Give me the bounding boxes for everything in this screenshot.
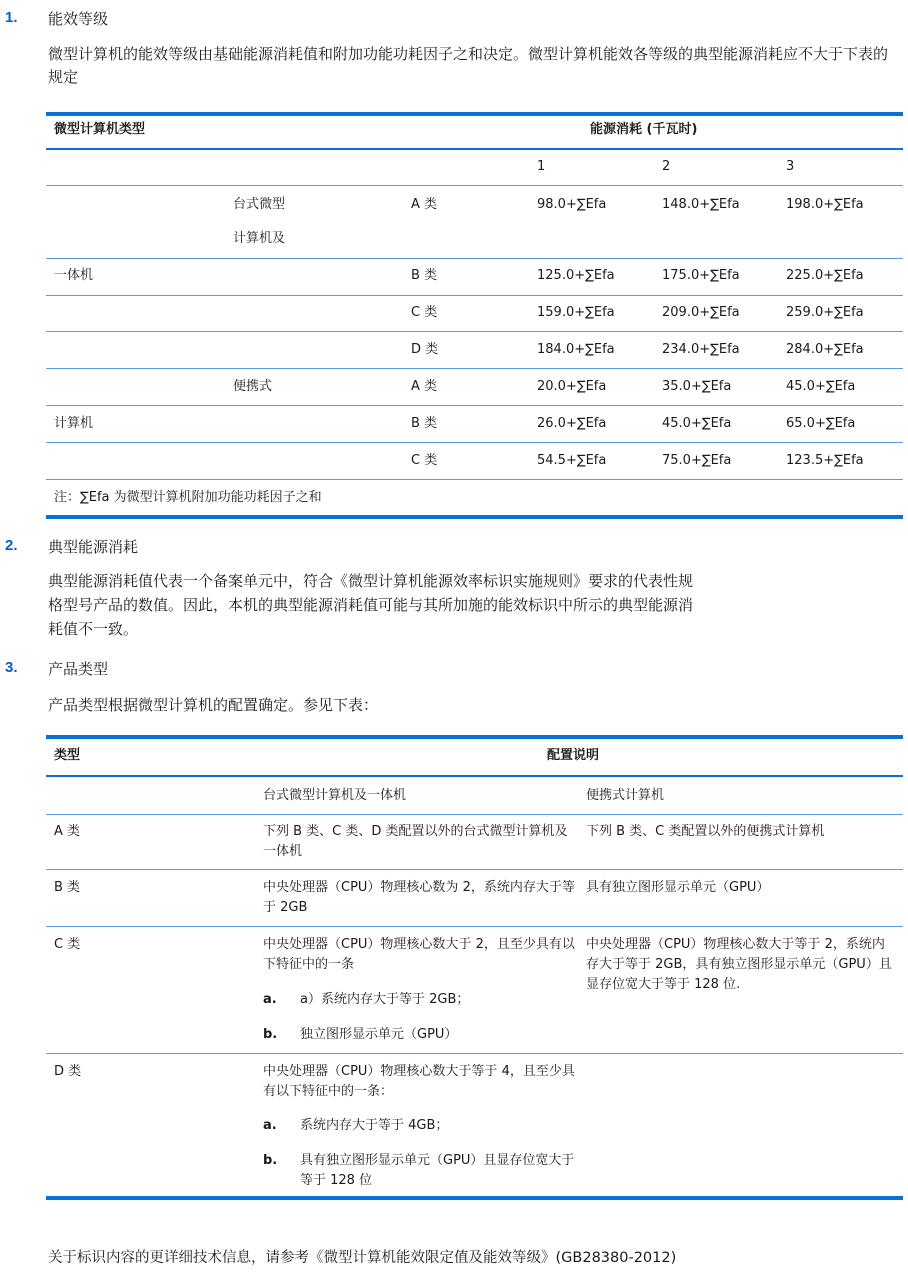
row-value-grade1: 159.0+∑Efa [537,305,615,320]
section-2-line-1: 典型能源消耗值代表一个备案单元中，符合《微型计算机能源效率标识实施规则》要求的代表性规 [48,572,694,590]
type-d-item-a-marker: a. [263,1118,277,1133]
desktop-label-line3: 一体机 [54,268,94,283]
row-value-grade1: 26.0+∑Efa [537,416,607,431]
table1-header-type: 微型计算机类型 [54,122,146,137]
row-class: A 类 [411,379,438,394]
table1-top-rule [46,112,903,116]
section-3-number: 3. [5,659,18,676]
section-1-paragraph: 微型计算机的能效等级由基础能源消耗值和附加功能功耗因子之和决定。微型计算机能效各等级的典型能源消耗应不大于下表的规定 [48,45,889,86]
row-value-grade2: 234.0+∑Efa [662,342,740,357]
table1-header-rule [46,148,903,150]
row-value-grade2: 35.0+∑Efa [662,379,732,394]
type-c-portable-config: 中央处理器（CPU）物理核心数大于等于 2，系统内存大于等于 2GB，具有独立图形显示单元（GPU）且显存位宽大于等于 128 位. [586,937,892,992]
row-class: C 类 [411,453,438,468]
row-value-grade1: 98.0+∑Efa [537,197,607,212]
type-b-label: B 类 [54,880,81,895]
section-1-number: 1. [5,9,18,26]
row-value-grade2: 175.0+∑Efa [662,268,740,283]
subheader-desktop: 台式微型计算机及一体机 [263,788,407,803]
type-d-item-b-marker: b. [263,1153,278,1168]
row-value-grade3: 259.0+∑Efa [786,305,864,320]
table1-row-rule [46,331,903,332]
footer-reference: 关于标识内容的更详细技术信息，请参考《微型计算机能效限定值及能效等级》(GB28380-2012) [48,1250,677,1266]
section-1-title: 能效等级 [48,10,109,28]
grade-2-label: 2 [662,159,671,174]
section-3-title: 产品类型 [48,660,109,678]
row-value-grade1: 20.0+∑Efa [537,379,607,394]
row-value-grade3: 225.0+∑Efa [786,268,864,283]
row-class: D 类 [411,342,439,357]
table1-row-rule [46,295,903,296]
table1-bottom-rule [46,515,903,519]
desktop-label-line2: 计算机及 [233,231,286,246]
table2-row-rule [46,926,903,927]
section-2-number: 2. [5,537,18,554]
type-d-item-b: 具有独立图形显示单元（GPU）且显存位宽大于等于 128 位 [300,1153,575,1188]
grade-1-label: 1 [537,159,546,174]
table2-row-rule [46,1053,903,1054]
row-value-grade2: 75.0+∑Efa [662,453,732,468]
row-value-grade1: 125.0+∑Efa [537,268,615,283]
type-a-desktop-config: 下列 B 类、C 类、D 类配置以外的台式微型计算机及一体机 [263,824,568,859]
table2-row-rule [46,814,903,815]
desktop-label-line1: 台式微型 [233,197,286,212]
row-value-grade3: 284.0+∑Efa [786,342,864,357]
table1-row-rule [46,405,903,406]
table2-header-type: 类型 [54,748,81,763]
section-2-title: 典型能源消耗 [48,538,139,556]
type-c-label: C 类 [54,937,81,952]
row-class: A 类 [411,197,438,212]
subheader-portable: 便携式计算机 [586,788,665,803]
table1-row-rule [46,479,903,480]
type-b-desktop-config: 中央处理器（CPU）物理核心数为 2，系统内存大于等于 2GB [263,880,575,915]
table1-note: 注：∑Efa 为微型计算机附加功能功耗因子之和 [54,490,322,505]
row-class: B 类 [411,416,438,431]
type-d-label: D 类 [54,1064,82,1079]
table2-top-rule [46,735,903,739]
row-value-grade3: 45.0+∑Efa [786,379,856,394]
row-value-grade1: 54.5+∑Efa [537,453,607,468]
row-value-grade3: 65.0+∑Efa [786,416,856,431]
row-value-grade2: 148.0+∑Efa [662,197,740,212]
type-d-desktop-config: 中央处理器（CPU）物理核心数大于等于 4，且至少具有以下特征中的一条： [263,1064,575,1099]
type-c-item-b-marker: b. [263,1027,278,1042]
section-2-line-2: 格型号产品的数值。因此，本机的典型能源消耗值可能与其所加施的能效标识中所示的典型能源消 [48,596,694,614]
row-class: B 类 [411,268,438,283]
row-value-grade2: 45.0+∑Efa [662,416,732,431]
table1-row-rule [46,442,903,443]
type-a-label: A 类 [54,824,81,839]
row-value-grade1: 184.0+∑Efa [537,342,615,357]
row-value-grade2: 209.0+∑Efa [662,305,740,320]
row-value-grade3: 198.0+∑Efa [786,197,864,212]
section-2-line-3: 耗值不一致。 [48,620,139,638]
section-3-paragraph: 产品类型根据微型计算机的配置确定。参见下表： [48,696,379,714]
grade-3-label: 3 [786,159,795,174]
table2-row-rule [46,869,903,870]
table1-row-rule [46,368,903,369]
table2-header-config: 配置说明 [547,748,600,763]
portable-label-line1: 便携式 [233,379,273,394]
type-b-portable-config: 具有独立图形显示单元（GPU） [586,880,770,895]
table1-row-rule [46,185,903,186]
type-d-item-a: 系统内存大于等于 4GB； [300,1118,449,1133]
table2-header-rule [46,775,903,777]
type-c-desktop-config: 中央处理器（CPU）物理核心数大于 2，且至少具有以下特征中的一条 [263,937,575,972]
type-c-item-a-marker: a. [263,992,277,1007]
type-a-portable-config: 下列 B 类、C 类配置以外的便携式计算机 [586,824,825,839]
row-class: C 类 [411,305,438,320]
table2-bottom-rule [46,1196,903,1200]
portable-label-line2: 计算机 [54,416,94,431]
table1-row-rule [46,258,903,259]
table1-header-energy: 能源消耗 (千瓦时) [590,122,698,137]
row-value-grade3: 123.5+∑Efa [786,453,864,468]
type-c-item-b: 独立图形显示单元（GPU） [300,1027,458,1042]
type-c-item-a: a）系统内存大于等于 2GB； [300,992,470,1007]
